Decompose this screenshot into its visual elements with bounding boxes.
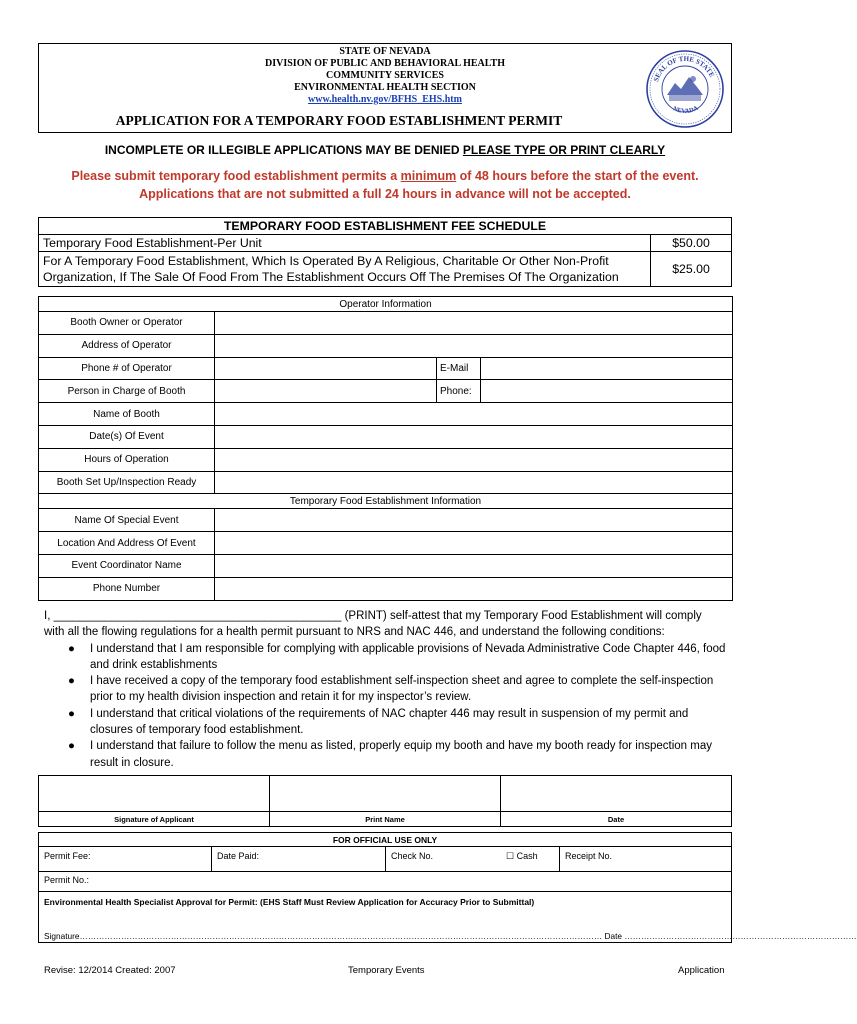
bullet-icon: ● [68, 740, 75, 753]
fee-row [39, 235, 732, 252]
email-label: E-Mail [437, 357, 481, 380]
fee-amount: $25.00 [651, 252, 732, 287]
header-line: COMMUNITY SERVICES [326, 70, 444, 81]
setup-label: Booth Set Up/Inspection Ready [39, 471, 215, 494]
booth-name-field[interactable] [215, 403, 733, 426]
phone-operator-field[interactable] [215, 357, 437, 380]
person-in-charge-field[interactable] [215, 380, 437, 403]
coordinator-field[interactable] [215, 554, 733, 577]
list-item: ● I understand that failure to follow the menu as listed, properly equip my booth and have my booth ready for inspection may result in closure. [68, 740, 712, 769]
permit-no-field[interactable]: Permit No.: [39, 870, 731, 892]
bullet-icon: ● [68, 642, 75, 655]
event-dates-field[interactable] [215, 425, 733, 448]
form-title: APPLICATION FOR A TEMPORARY FOOD ESTABLISHMENT PERMIT [115, 113, 563, 128]
fee-description: Temporary Food Establishment-Per Unit [39, 235, 651, 252]
signature-table [38, 775, 732, 827]
approval-signature-line[interactable]: Signature……………………………………………………………………………………………………………………………………………………………………… Date ………………………………………………………………………… [44, 931, 857, 941]
email-field[interactable] [481, 357, 733, 380]
booth-owner-field[interactable] [215, 312, 733, 335]
hours-field[interactable] [215, 448, 733, 471]
information-table [38, 296, 733, 601]
footer-center: Temporary Events [348, 965, 425, 976]
establishment-section-title: Temporary Food Establishment Information [39, 494, 733, 509]
legibility-notice: INCOMPLETE OR ILLEGIBLE APPLICATIONS MAY BE DENIED PLEASE TYPE OR PRINT CLEARLY [104, 143, 666, 157]
phone-operator-label: Phone # of Operator [39, 357, 215, 380]
svg-text:NEVADA: NEVADA [671, 104, 700, 116]
setup-field[interactable] [215, 471, 733, 494]
event-name-field[interactable] [215, 509, 733, 532]
svg-text:SEAL OF THE STATE: SEAL OF THE STATE [652, 54, 717, 83]
phone-field[interactable] [481, 380, 733, 403]
deadline-notice: Please submit temporary food establishment permits a minimum of 48 hours before the start of the event. Applications that are not submitted a full 24 hours in advance will not be accepted. [71, 169, 699, 201]
footer-right: Application [678, 965, 725, 976]
event-dates-label: Date(s) Of Event [39, 425, 215, 448]
signature-date-field[interactable] [501, 776, 732, 812]
header-line: DIVISION OF PUBLIC AND BEHAVIORAL HEALTH [265, 58, 505, 69]
print-name-label: Print Name [270, 812, 501, 827]
booth-name-label: Name of Booth [39, 403, 215, 426]
header-box [38, 43, 732, 133]
nevada-seal-icon [645, 49, 725, 129]
address-field[interactable] [215, 334, 733, 357]
conditions-list [44, 641, 728, 771]
event-location-label: Location And Address Of Event [39, 532, 215, 555]
phone-label: Phone: [437, 380, 481, 403]
website-link[interactable]: www.health.nv.gov/BFHS_EHS.htm [308, 94, 462, 105]
event-location-field[interactable] [215, 532, 733, 555]
fee-row [39, 252, 732, 287]
cash-checkbox[interactable]: ☐ Cash [506, 851, 538, 861]
address-label: Address of Operator [39, 334, 215, 357]
checkbox-icon: ☐ [506, 851, 515, 861]
person-in-charge-label: Person in Charge of Booth [39, 380, 215, 403]
fee-amount: $50.00 [651, 235, 732, 252]
list-item: ● I understand that critical violations of the requirements of NAC chapter 446 may result in suspension of my permit and closures of temporary food establishment. [68, 707, 689, 737]
permit-fee-field[interactable]: Permit Fee: [44, 851, 91, 861]
official-use-box [38, 832, 857, 943]
official-use-title: FOR OFFICIAL USE ONLY [332, 835, 438, 845]
date-label: Date [501, 812, 732, 827]
print-name-field[interactable] [270, 776, 501, 812]
event-phone-label: Phone Number [39, 577, 215, 600]
fee-schedule-table [38, 217, 732, 287]
booth-owner-label: Booth Owner or Operator [39, 312, 215, 335]
print-name-blank[interactable]: _____________________________________________ [53, 610, 342, 622]
header-line: STATE OF NEVADA [339, 46, 431, 57]
event-phone-field[interactable] [215, 577, 733, 600]
bullet-icon: ● [68, 707, 75, 720]
fee-description: For A Temporary Food Establishment, Which Is Operated By A Religious, Charitable Or Other Non-Profit Organization, If The Sale Of Food From The Establishment Occurs Off The Premises Of The Organization [39, 252, 651, 287]
fee-schedule-title: TEMPORARY FOOD ESTABLISHMENT FEE SCHEDULE [39, 218, 732, 235]
applicant-signature-label: Signature of Applicant [39, 812, 270, 827]
attestation-block: I, _____________________________________________ (PRINT) self-attest that my Temporary Food Establishment will comply with all the flowing regulations for a health permit pursuant to NRS and NAC 446, and understand the following conditions: ● I understand that I am responsible for complying with applicable provisions of Nevada Administrative Code Chapter 446, food and drink establishments ● I have received a copy of the temporary food establishment self-inspection sheet and agree to complete the self-inspection prior to my health division inspection and retain it for my inspector’s review. ● I understand that critical violations of the requirements of NAC chapter 446 may result in suspension of my permit and closures of temporary food establishment. ● I understand that failure to follow the menu as listed, properly equip my booth and have my booth ready for inspection may result in closure. [44, 608, 728, 771]
date-paid-field[interactable]: Date Paid: [217, 851, 260, 861]
coordinator-label: Event Coordinator Name [39, 554, 215, 577]
list-item: ● I understand that I am responsible for complying with applicable provisions of Nevada Administrative Code Chapter 446, food and drink establishments [68, 642, 726, 671]
check-no-field[interactable]: Check No. [391, 851, 434, 861]
revision-note: Revise: 12/2014 Created: 2007 [44, 965, 176, 976]
agency-header [39, 46, 731, 106]
hours-label: Hours of Operation [39, 448, 215, 471]
operator-section-title: Operator Information [39, 297, 733, 312]
bullet-icon: ● [68, 675, 75, 688]
receipt-no-field[interactable]: Receipt No. [565, 851, 613, 861]
list-item: ● I have received a copy of the temporary food establishment self-inspection sheet and agree to complete the self-inspection prior to my health division inspection and retain it for my inspector’s review. [68, 675, 714, 704]
event-name-label: Name Of Special Event [39, 509, 215, 532]
approval-label: Environmental Health Specialist Approval for Permit: (EHS Staff Must Review Application for Accuracy Prior to Submittal) [44, 897, 535, 907]
applicant-signature-field[interactable] [39, 776, 270, 812]
header-line: ENVIRONMENTAL HEALTH SECTION [294, 82, 476, 93]
